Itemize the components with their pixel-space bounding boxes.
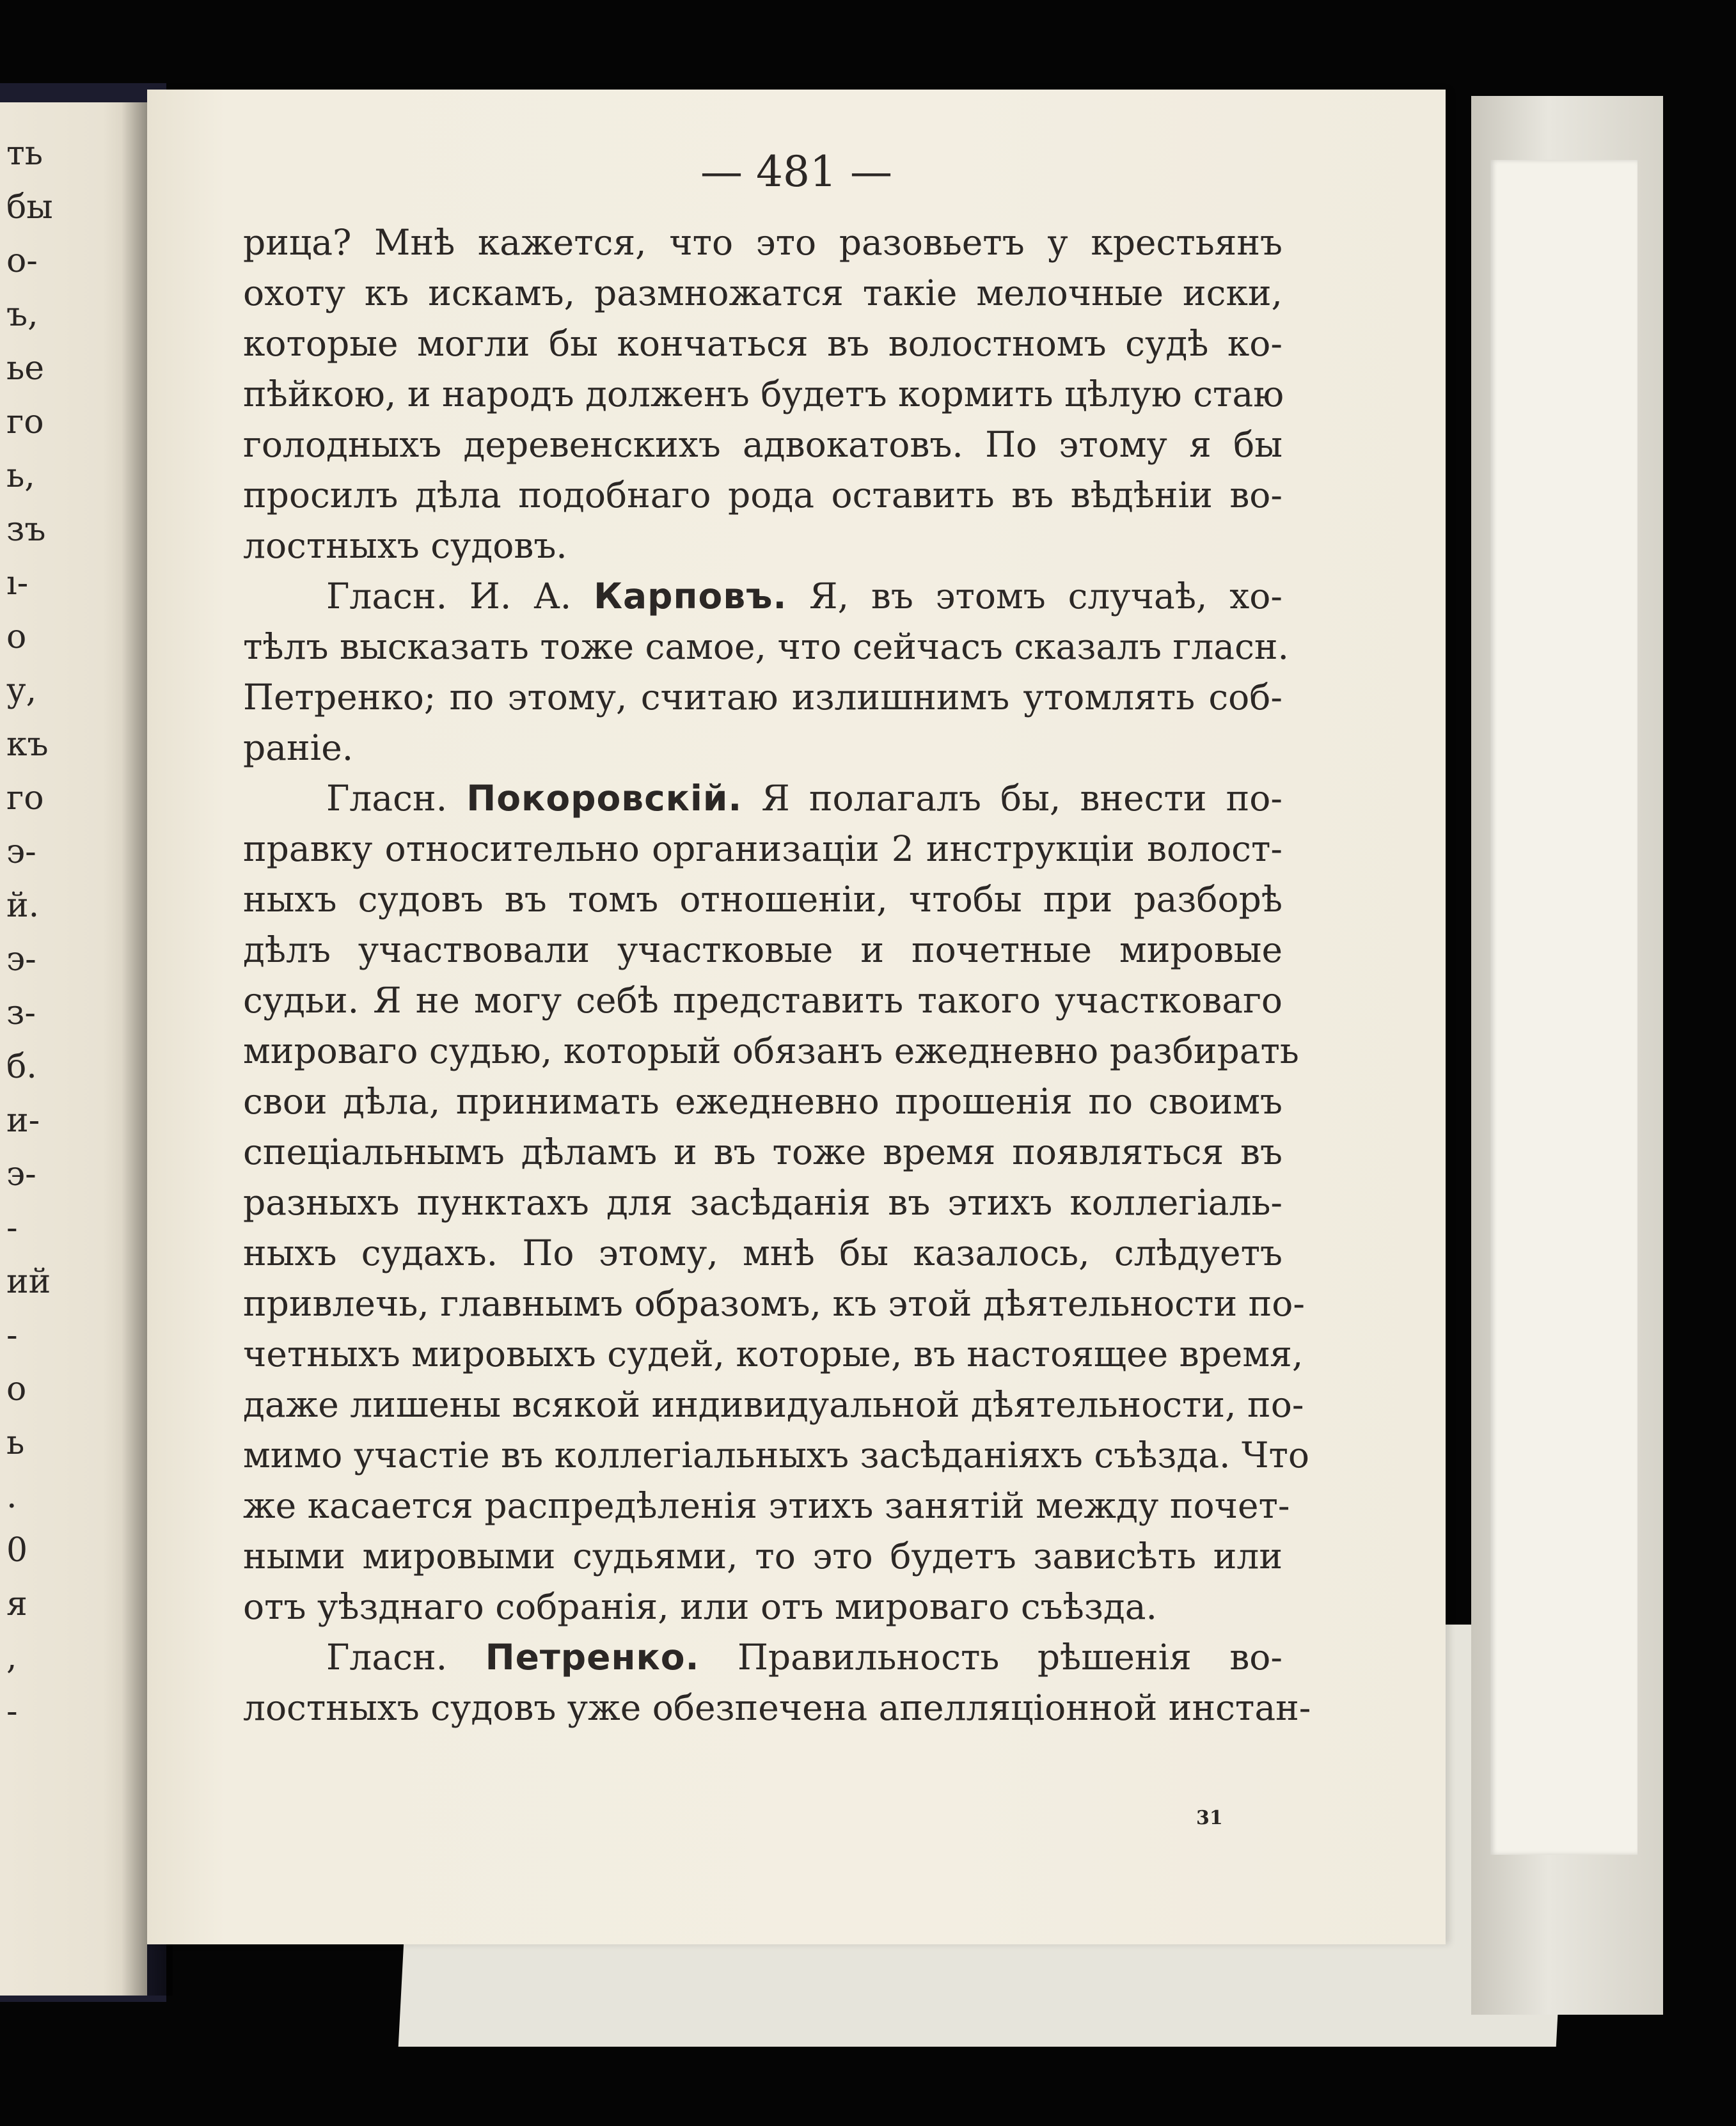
facing-page-fragment: о bbox=[6, 1370, 27, 1408]
text-line: судьи. Я не могу себѣ представить такого участковаго bbox=[243, 980, 1282, 1021]
facing-page-fragment: о bbox=[6, 618, 27, 656]
facing-page-fragment: ь bbox=[6, 1424, 25, 1462]
speech-text: Я полагалъ бы, внести по- bbox=[742, 778, 1282, 819]
facing-page-fragment: й. bbox=[6, 886, 40, 925]
paragraph bbox=[243, 1632, 1311, 1733]
speech-line bbox=[243, 571, 1282, 622]
text-line: разныхъ пунктахъ для засѣданія въ этихъ коллегіаль- bbox=[243, 1182, 1282, 1223]
text-line: голодныхъ деревенскихъ адвокатовъ. По этому я бы bbox=[243, 424, 1282, 465]
facing-page-fragment: къ bbox=[6, 725, 49, 764]
text-line: охоту къ искамъ, размножатся такіе мелочные иски, bbox=[243, 272, 1282, 313]
body-text bbox=[243, 217, 1311, 1733]
speech-prefix: Гласн. bbox=[326, 1637, 485, 1678]
facing-page-fragment: - bbox=[6, 1209, 18, 1247]
text-line: привлечь, главнымъ образомъ, къ этой дѣятельности по- bbox=[243, 1283, 1305, 1324]
facing-page-fragment: 0 bbox=[6, 1531, 28, 1570]
facing-page-fragment: зъ bbox=[6, 510, 46, 549]
text-line: ными мировыми судьями, то это будетъ зависѣть или bbox=[243, 1536, 1282, 1577]
speech-text: Я, въ этомъ случаѣ, хо- bbox=[787, 576, 1282, 617]
facing-page-fragment: , bbox=[6, 1639, 17, 1677]
text-line: рица? Мнѣ кажется, что это разовьетъ у крестьянъ bbox=[243, 222, 1282, 263]
speaker-name: Петренко. bbox=[485, 1637, 700, 1678]
text-line: лостныхъ судовъ. bbox=[243, 525, 567, 566]
facing-page-fragment: ı- bbox=[6, 564, 29, 602]
page-number: — 481 — bbox=[700, 147, 892, 196]
facing-page-fragment: э- bbox=[6, 940, 36, 979]
text-line: Петренко; по этому, считаю излишнимъ утомлять соб- bbox=[243, 677, 1282, 718]
text-line: ныхъ судахъ. По этому, мнѣ бы казалось, слѣдуетъ bbox=[243, 1232, 1282, 1273]
facing-page-fragment: ь, bbox=[6, 457, 35, 495]
page-block-right bbox=[1490, 160, 1637, 1855]
facing-page-fragment: ий bbox=[6, 1263, 51, 1301]
speaker-name: Покоровскій. bbox=[466, 778, 743, 819]
facing-page-fragment: у, bbox=[6, 672, 37, 710]
signature-mark: 31 bbox=[1196, 1807, 1223, 1829]
text-line: четныхъ мировыхъ судей, которые, въ настоящее время, bbox=[243, 1334, 1304, 1374]
facing-page-fragment: - bbox=[6, 1692, 18, 1731]
text-line: которые могли бы кончаться въ волостномъ судѣ ко- bbox=[243, 323, 1282, 364]
speech-prefix: Гласн. И. А. bbox=[326, 576, 594, 617]
facing-page-fragment: го bbox=[6, 403, 44, 441]
text-line: раніе. bbox=[243, 727, 354, 768]
speech-line bbox=[243, 773, 1282, 824]
text-line: мимо участіе въ коллегіальныхъ засѣданіяхъ съѣзда. Что bbox=[243, 1435, 1310, 1476]
facing-page-fragment: ъ, bbox=[6, 295, 38, 334]
text-line: дѣлъ участвовали участковые и почетные мировые bbox=[243, 929, 1282, 970]
facing-page-fragment: я bbox=[6, 1585, 28, 1623]
facing-page-fragment: . bbox=[6, 1477, 17, 1516]
text-line: же касается распредѣленія этихъ занятій между почет- bbox=[243, 1485, 1290, 1526]
paragraph bbox=[243, 773, 1310, 1632]
speech-text: Правильность рѣшенія во- bbox=[699, 1637, 1282, 1678]
facing-page-fragment: э- bbox=[6, 833, 36, 871]
text-line: спеціальнымъ дѣламъ и въ тоже время появляться въ bbox=[243, 1131, 1282, 1172]
text-line: тѣлъ высказать тоже самое, что сейчасъ сказалъ гласн. bbox=[243, 626, 1290, 667]
paragraph bbox=[243, 217, 1282, 571]
facing-page-fragment: б. bbox=[6, 1048, 37, 1086]
text-line: свои дѣла, принимать ежедневно прошенія по своимъ bbox=[243, 1081, 1282, 1122]
text-line: пѣйкою, и народъ долженъ будетъ кормить цѣлую стаю bbox=[243, 374, 1284, 414]
text-line: даже лишены всякой индивидуальной дѣятельности, по- bbox=[243, 1384, 1304, 1425]
text-line: отъ уѣзднаго собранія, или отъ мироваго съѣзда. bbox=[243, 1586, 1157, 1627]
page-481 bbox=[147, 90, 1446, 1944]
facing-page-fragment: э- bbox=[6, 1155, 36, 1193]
facing-page-fragment: го bbox=[6, 779, 44, 817]
text-line: просилъ дѣла подобнаго рода оставить въ вѣдѣніи во- bbox=[243, 475, 1282, 516]
facing-page-fragment: ье bbox=[6, 349, 45, 388]
facing-page-fragment: и- bbox=[6, 1101, 40, 1140]
paragraph bbox=[243, 571, 1290, 773]
text-line: мироваго судью, который обязанъ ежедневно разбирать bbox=[243, 1030, 1299, 1071]
speaker-name: Карповъ. bbox=[594, 576, 787, 617]
facing-page-fragment: - bbox=[6, 1316, 18, 1355]
speech-prefix: Гласн. bbox=[326, 778, 467, 819]
facing-page-fragment: бы bbox=[6, 188, 53, 226]
facing-page-fragment: ть bbox=[6, 134, 43, 173]
text-line: ныхъ судовъ въ томъ отношеніи, чтобы при разборѣ bbox=[243, 879, 1282, 920]
text-line: лостныхъ судовъ уже обезпечена апелляціонной инстан- bbox=[243, 1687, 1311, 1728]
speech-line bbox=[243, 1632, 1282, 1683]
facing-page-fragment: з- bbox=[6, 994, 36, 1032]
text-line: правку относительно организаціи 2 инструкціи волост- bbox=[243, 828, 1282, 869]
facing-page-fragment: о- bbox=[6, 242, 38, 280]
